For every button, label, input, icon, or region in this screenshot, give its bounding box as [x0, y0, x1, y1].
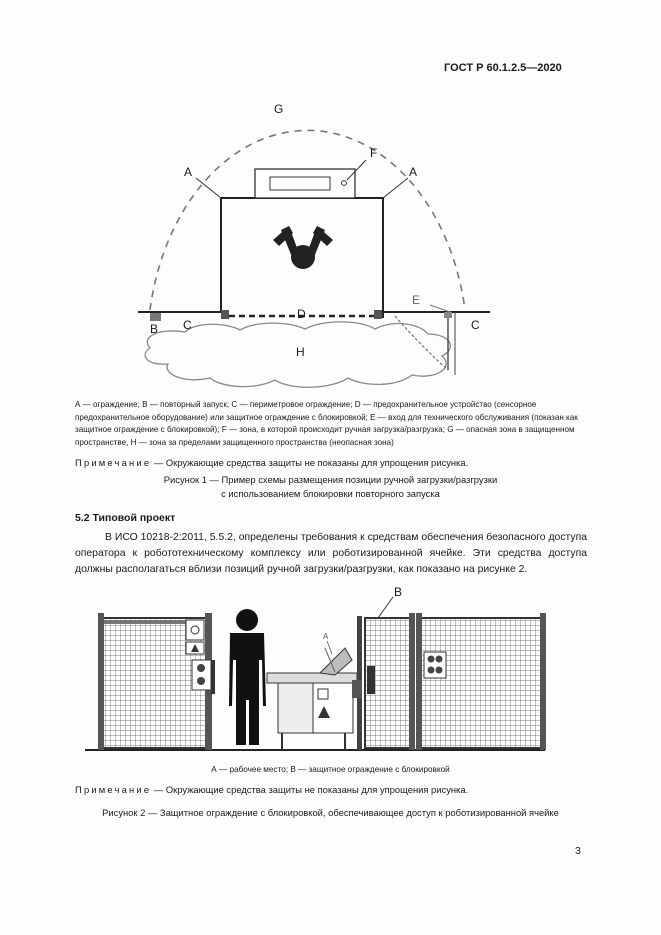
label-f: F	[370, 146, 378, 160]
note-text: — Окружающие средства защиты не показаны для упрощения рисунка.	[151, 457, 469, 468]
label-g: G	[274, 102, 284, 116]
interlocked-guard-panel	[352, 613, 415, 750]
operator-silhouette	[229, 609, 266, 745]
label-d: D	[297, 307, 306, 321]
figure-2-note	[75, 784, 468, 795]
label-a-fig2: A	[323, 632, 329, 641]
section-paragraph: В ИСО 10218-2:2011, 5.5.2, определены требования к средствам обеспечения безопасного доступа оператора к робототехническому комплексу или роботизированной ячейке. Эти средства доступа должны располагаться вблизи позиций ручной загрузки/разгрузки, как показано на рисунке 2.	[75, 532, 587, 575]
figure-1-legend: А — ограждение; В — повторный запуск; С — периметровое ограждение; D — предохранительное устройство (сенсорное предохранительное оборудование) или защитное ограждение с блокировкой; Е — вход для технического обслуживания (показан как защитное ограждение с блокировкой); F — зона, в которой происходит ручная загрузка/разгрузка; G — опасная зона в защищенном пространстве, H — зона за пределами защищенного пространства (неопасная зона)	[75, 400, 578, 447]
figure-2-caption: Рисунок 2 — Защитное ограждение с блокировкой, обеспечивающее доступ к роботизированной ячейке	[102, 807, 559, 818]
figure-2-legend: А — рабочее место; В — защитное ограждение с блокировкой	[211, 765, 450, 774]
label-c-left: C	[183, 318, 192, 332]
label-b-fig2: B	[394, 585, 403, 599]
document-header: ГОСТ Р 60.1.2.5—2020	[444, 62, 562, 74]
label-a-left: A	[184, 165, 193, 179]
label-c-right: C	[471, 318, 480, 332]
workstation	[267, 648, 357, 750]
label-b: B	[150, 322, 159, 336]
label-h: H	[296, 345, 305, 359]
label-e: E	[412, 293, 421, 307]
page-number: 3	[575, 845, 581, 857]
note-label: Примечание	[75, 784, 152, 795]
section-title: 5.2 Типовой проект	[75, 512, 176, 524]
caption-line-1: Рисунок 1 — Пример схемы размещения позиции ручной загрузки/разгрузки	[163, 474, 498, 485]
note-text: — Окружающие средства защиты не показаны для упрощения рисунка.	[151, 784, 469, 795]
right-fence-panel	[416, 613, 546, 750]
caption-line-2: с использованием блокировки повторного запуска	[221, 488, 440, 499]
note-label: Примечание	[75, 457, 152, 468]
label-a-right: A	[409, 165, 418, 179]
